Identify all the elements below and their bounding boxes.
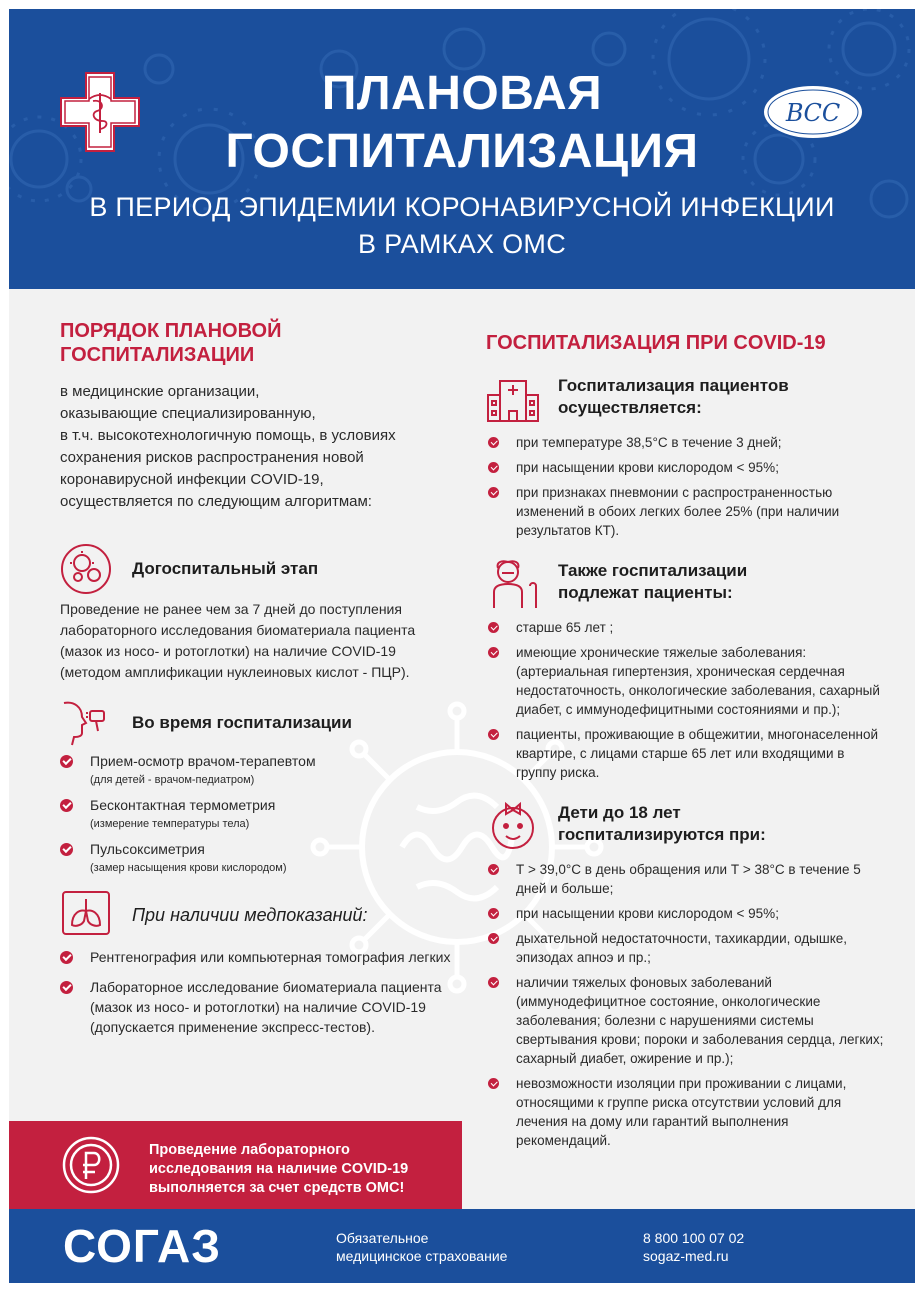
check-icon [488, 462, 499, 473]
check-icon [488, 729, 499, 740]
title-line: Также госпитализации [558, 561, 748, 580]
check-icon [488, 487, 499, 498]
list-item [486, 458, 886, 477]
intro-line: осуществляется по следующим алгоритмам: [60, 493, 372, 510]
stage-prehospital-text [60, 599, 460, 683]
check-icon [60, 981, 73, 994]
item-sub: (измерение температуры тела) [90, 818, 250, 830]
list-item [60, 751, 460, 789]
title-line: осуществляется: [558, 398, 702, 417]
website-link[interactable]: sogaz-med.ru [643, 1248, 729, 1264]
list-item [60, 947, 460, 967]
stage-indications [60, 889, 460, 949]
footer [9, 1209, 915, 1283]
elderly-person-icon [486, 556, 540, 610]
check-icon [488, 622, 499, 633]
check-icon [60, 951, 73, 964]
check-icon [60, 755, 73, 768]
note-line: Проведение лабораторного [149, 1142, 350, 1158]
intro-line: в медицинские организации, [60, 383, 260, 400]
block-adults [486, 369, 886, 540]
list-item [486, 929, 886, 967]
block-also [486, 554, 886, 782]
item-text: при температуре 38,5°С в течение 3 дней; [516, 435, 782, 450]
intro-line: коронавирусной инфекции COVID-19, [60, 471, 324, 488]
item-text: Т > 39,0°С в день обращения или Т > 38°С в течение 5 дней и больше; [516, 862, 861, 896]
text-line: (мазок из носо- и ротоглотки) на наличие COVID-19 [60, 643, 396, 659]
item-text: старше 65 лет ; [516, 620, 614, 635]
title-line: Госпитализация пациентов [558, 376, 789, 395]
check-icon [488, 933, 499, 944]
block-adults-title [558, 375, 789, 419]
block-also-title [558, 560, 747, 604]
stage-hospitalization-title: Во время госпитализации [132, 713, 352, 732]
also-criteria-list [486, 618, 886, 782]
block-adults-header [486, 371, 886, 433]
block-children-header [486, 798, 886, 860]
intro-line: оказывающие специализированную, [60, 405, 316, 422]
stage-prehospital [60, 543, 460, 603]
item-sub: (для детей - врачом-педиатром) [90, 774, 255, 786]
item-text: имеющие хронические тяжелые заболевания: (артериальная гипертензия, хроническая сердечная недостаточность, онкологические заболевания, сахарный диабет, с иммунодефицитными состояниями и пр.); [516, 645, 880, 717]
thermometer-scan-icon [60, 697, 112, 749]
check-icon [488, 908, 499, 919]
item-main: Бесконтактная термометрия [90, 797, 276, 813]
title-line: госпитализируются при: [558, 825, 766, 844]
title-line: Дети до 18 лет [558, 803, 681, 822]
hospitalization-list [60, 751, 460, 877]
check-icon [60, 843, 73, 856]
list-item [486, 1074, 886, 1150]
item-text: Рентгенография или компьютерная томография легких [90, 949, 451, 965]
poster [9, 9, 915, 1283]
item-text: наличии тяжелых фоновых заболеваний (иммунодефицитное состояние, онкологические заболевания; болезни с нарушениями системы свертывания крови; пороки и заболевания сердца, легких; сахарный диабет, ожирение и пр.); [516, 975, 884, 1066]
sogaz-logo: СОГАЗ [63, 1220, 222, 1272]
list-item [486, 904, 886, 923]
list-item [486, 725, 886, 782]
hospital-building-icon [486, 371, 540, 425]
vss-logo [761, 83, 865, 141]
item-text: Лабораторное исследование биоматериала пациента (мазок из носо- и ротоглотки) на наличие COVID-19 (допускается применение экспресс-тестов). [90, 979, 442, 1035]
subtitle-line-2: В РАМКАХ ОМС [357, 229, 567, 259]
item-text: при признаках пневмонии с распространенностью изменений в обоих легких более 25% (при наличии результатов КТ). [516, 485, 840, 538]
item-main: Прием-осмотр врачом-терапевтом [90, 753, 316, 769]
children-criteria-list [486, 860, 886, 1150]
right-section-title: ГОСПИТАЛИЗАЦИЯ ПРИ COVID-19 [486, 332, 826, 354]
item-text: дыхательной недостаточности, тахикардии, одышке, эпизодах апноэ и пр.; [516, 931, 848, 965]
list-item [486, 618, 886, 637]
title-line: подлежат пациенты: [558, 583, 733, 602]
intro-line: в т.ч. высокотехнологичную помощь, в условиях [60, 427, 396, 444]
left-column [60, 319, 460, 1043]
left-section-title [60, 319, 460, 367]
stage-prehospital-title: Догоспитальный этап [132, 559, 319, 578]
list-item [486, 483, 886, 540]
list-item [486, 860, 886, 898]
title-line-1: ПЛАНОВАЯ [321, 67, 603, 120]
header-banner [9, 9, 915, 289]
list-item [486, 973, 886, 1068]
check-icon [488, 647, 499, 658]
subtitle [9, 189, 915, 263]
block-children-title [558, 802, 766, 846]
item-text: пациенты, проживающие в общежитии, многонаселенной квартире, с лицами старше 65 лет или входящими в группу риска. [516, 727, 879, 780]
item-text: при насыщении крови кислородом < 95%; [516, 460, 779, 475]
footer-line: Обязательное [336, 1230, 429, 1246]
item-sub: (замер насыщения крови кислородом) [90, 862, 287, 874]
check-icon [488, 864, 499, 875]
right-column [486, 319, 886, 1156]
subtitle-line-1: В ПЕРИОД ЭПИДЕМИИ КОРОНАВИРУСНОЙ ИНФЕКЦИИ [89, 192, 835, 222]
footer-line: медицинское страхование [336, 1248, 508, 1264]
list-item [486, 643, 886, 719]
item-text: невозможности изоляции при проживании с лицами, относящими к группе риска отсутствии условий для лечения на дому или гарантий выполнения рекомендаций. [516, 1076, 847, 1148]
list-item [60, 977, 460, 1037]
left-title-line-1: ПОРЯДОК ПЛАНОВОЙ [60, 320, 282, 342]
intro-line: сохранения рисков распространения новой [60, 449, 364, 466]
text-line: лабораторного исследования биоматериала пациента [60, 622, 416, 638]
title-line-2: ГОСПИТАЛИЗАЦИЯ [225, 125, 699, 178]
left-title-line-2: ГОСПИТАЛИЗАЦИИ [60, 344, 255, 366]
list-item [60, 839, 460, 877]
ruble-coin-icon [61, 1135, 121, 1195]
check-icon [60, 799, 73, 812]
check-icon [488, 437, 499, 448]
indications-list [60, 947, 460, 1037]
list-item [60, 795, 460, 833]
text-line: (методом амплификации нуклеиновых кислот - ПЦР). [60, 664, 410, 680]
note-line: выполняется за счет средств ОМС! [149, 1180, 405, 1196]
left-intro [60, 381, 460, 513]
text-line: Проведение не ранее чем за 7 дней до поступления [60, 601, 402, 617]
footer-contacts [643, 1229, 744, 1265]
phone-number[interactable]: 8 800 100 07 02 [643, 1230, 745, 1246]
stage-indications-title: При наличии медпоказаний: [132, 905, 368, 925]
footer-insurance-type [336, 1229, 507, 1265]
check-icon [488, 1078, 499, 1089]
oms-note-banner [9, 1121, 462, 1209]
adults-criteria-list [486, 433, 886, 540]
item-text: при насыщении крови кислородом < 95%; [516, 906, 779, 921]
check-icon [488, 977, 499, 988]
block-also-header [486, 556, 886, 618]
stage-hospitalization [60, 697, 460, 757]
oms-note-text [149, 1141, 449, 1198]
vss-logo-text: ВСС [785, 99, 841, 127]
list-item [486, 433, 886, 452]
item-main: Пульсоксиметрия [90, 841, 205, 857]
block-children [486, 796, 886, 1150]
note-line: исследования на наличие COVID-19 [149, 1161, 409, 1177]
lungs-xray-icon [60, 889, 112, 941]
virus-cells-icon [60, 543, 112, 595]
child-face-icon [486, 798, 540, 852]
